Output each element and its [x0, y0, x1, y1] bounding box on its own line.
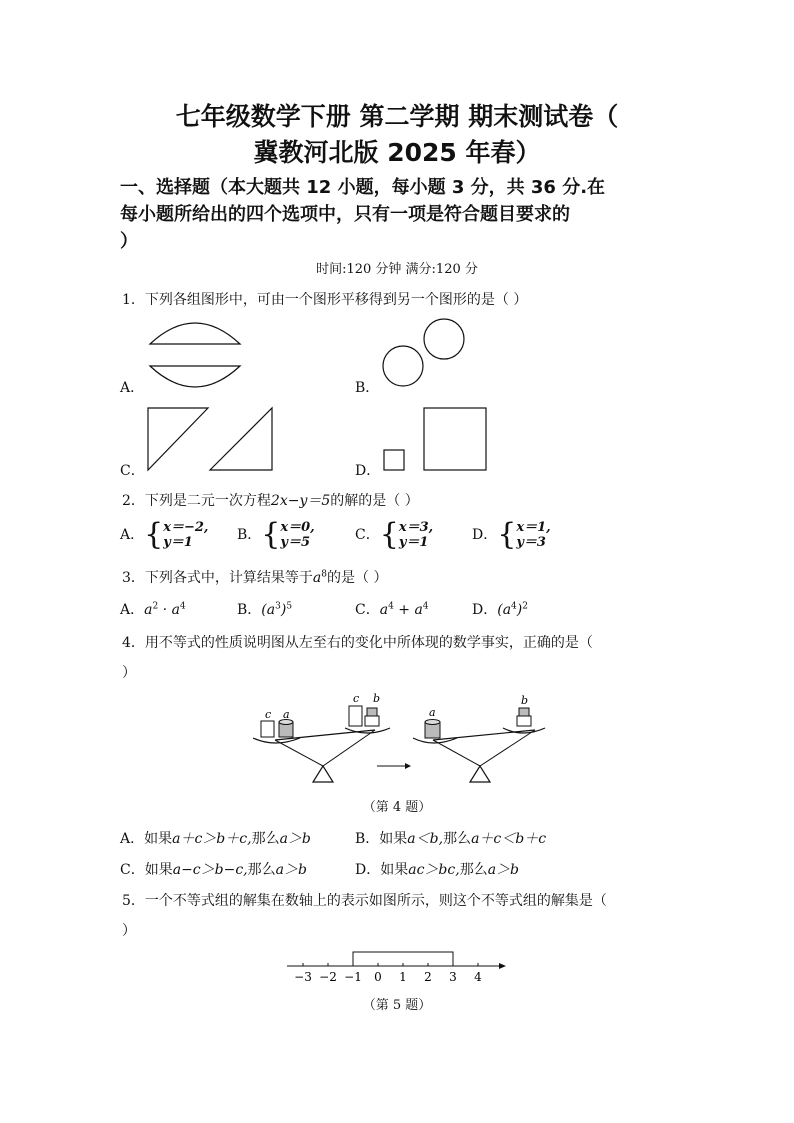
section-heading-line3: ） [120, 231, 138, 252]
question-4-stem-line2: ） [122, 665, 136, 681]
q4-label-c-left: c [265, 708, 272, 721]
q4-balance-figure [245, 688, 550, 788]
q3-option-b: B．$(a^3)^5$ [237, 601, 293, 618]
q2-equation: 2x−y＝5 [270, 493, 331, 509]
q4-option-a: A．如果a＋c＞b＋c,那么a＞b [120, 831, 311, 847]
exam-time-info: 时间:120 分钟 满分:120 分 [316, 262, 478, 277]
question-5-stem-line2: ） [122, 923, 136, 939]
q3-option-a: A．$a^2 \cdot a^4$ [120, 601, 186, 618]
q5-tick-label: 1 [399, 970, 407, 984]
q4-label-c-right: c [353, 692, 360, 705]
q1-option-b-figure [378, 318, 473, 393]
paper-title-line1: 七年级数学下册 第二学期 期末测试卷（ [175, 102, 619, 131]
q4-option-d: D．如果ac＞bc,那么a＞b [355, 862, 519, 878]
paper-title-line2: 冀教河北版 2025 年春） [253, 138, 541, 167]
q5-tick-label: −2 [319, 970, 337, 984]
q5-tick-label: −3 [294, 970, 312, 984]
q5-figure-caption: （第 5 题） [362, 998, 432, 1013]
q5-number-line [285, 944, 510, 990]
q2-option-a: A．{x＝−2, y＝1 [120, 517, 209, 552]
q2-option-b: B．{x＝0, y＝5 [237, 517, 315, 552]
q5-tick-label: −1 [344, 970, 362, 984]
question-3-stem: 3．下列各式中，计算结果等于$a^8$的是（ ） [122, 569, 388, 586]
q2-option-d: D．{x＝1, y＝3 [472, 517, 551, 552]
q1-option-a-figure [140, 316, 250, 398]
q3-option-c: C．$a^4 + a^4$ [355, 601, 429, 618]
q5-tick-label: 3 [449, 970, 457, 984]
q1-option-c-figure [142, 402, 277, 478]
q1-option-b-label: B． [355, 380, 380, 396]
q5-tick-label: 4 [474, 970, 482, 984]
section-heading-line1: 一、选择题（本大题共 12 小题，每小题 3 分，共 36 分.在 [120, 177, 606, 198]
q1-option-a-label: A． [120, 380, 145, 396]
q1-option-c-label: C． [120, 463, 145, 479]
q1-option-d-figure [380, 404, 495, 476]
q4-figure-caption: （第 4 题） [362, 800, 432, 815]
question-5-stem-line1: 5．一个不等式组的解集在数轴上的表示如图所示，则这个不等式组的解集是（ [122, 893, 607, 909]
q1-option-d-label: D． [355, 463, 381, 479]
question-2-stem: 2．下列是二元一次方程2x−y＝5的解的是（ ） [122, 493, 419, 509]
q5-tick-label: 0 [374, 970, 382, 984]
q4-label-b-far-right: b [521, 694, 529, 707]
q4-label-a-left: a [283, 708, 290, 721]
q2-option-c: C．{x＝3, y＝1 [355, 517, 434, 552]
q4-label-a-right: a [429, 706, 436, 719]
q4-option-b: B．如果a＜b,那么a＋c＜b＋c [355, 831, 547, 847]
section-heading-line2: 每小题所给出的四个选项中，只有一项是符合题目要求的 [120, 204, 570, 225]
question-1-stem: 1．下列各组图形中，可由一个图形平移得到另一个图形的是（ ） [122, 292, 528, 308]
question-4-stem-line1: 4．用不等式的性质说明图从左至右的变化中所体现的数学事实，正确的是（ [122, 635, 593, 651]
q4-option-c: C．如果a−c＞b−c,那么a＞b [120, 862, 307, 878]
q5-tick-label: 2 [424, 970, 432, 984]
q3-option-d: D．$(a^4)^2$ [472, 601, 528, 618]
q4-label-b-right: b [373, 692, 381, 705]
